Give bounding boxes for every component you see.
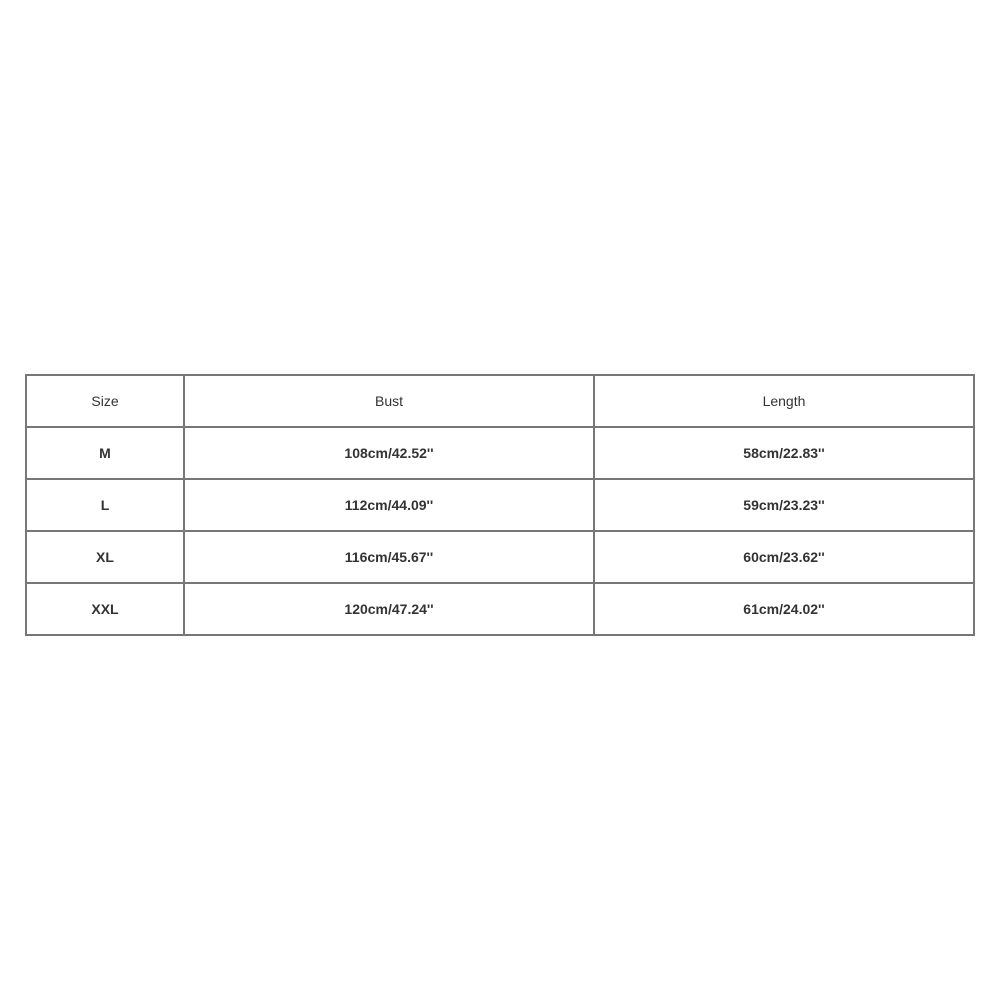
size-cell: M [26,427,184,479]
size-cell: XXL [26,583,184,635]
length-cell: 61cm/24.02'' [594,583,974,635]
table-row [26,479,974,531]
table-row [26,531,974,583]
table-header-row [26,375,974,427]
bust-cell: 116cm/45.67'' [184,531,594,583]
size-cell: XL [26,531,184,583]
length-cell: 59cm/23.23'' [594,479,974,531]
length-cell: 60cm/23.62'' [594,531,974,583]
bust-cell: 108cm/42.52'' [184,427,594,479]
bust-cell: 120cm/47.24'' [184,583,594,635]
size-chart-table [25,374,975,636]
header-length: Length [594,375,974,427]
length-cell: 58cm/22.83'' [594,427,974,479]
table-row [26,427,974,479]
header-size: Size [26,375,184,427]
table-row [26,583,974,635]
bust-cell: 112cm/44.09'' [184,479,594,531]
header-bust: Bust [184,375,594,427]
size-cell: L [26,479,184,531]
